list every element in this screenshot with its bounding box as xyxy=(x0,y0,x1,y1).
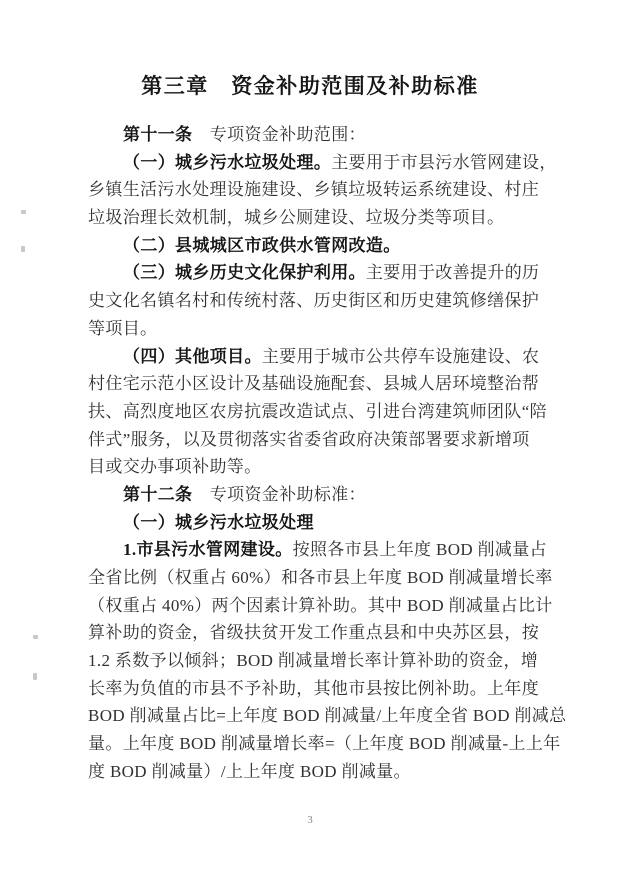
scan-speck xyxy=(33,635,38,639)
text-line xyxy=(88,232,558,260)
text-line xyxy=(88,121,558,149)
body-text: 度 BOD 削减量）/上上年度 BOD 削减量。 xyxy=(88,761,411,781)
text-line xyxy=(88,315,558,343)
emphasis-text: （三）城乡历史文化保护利用。 xyxy=(123,263,366,283)
text-line xyxy=(88,481,558,509)
emphasis-text: （二）县城城区市政供水管网改造。 xyxy=(123,235,401,255)
scan-speck xyxy=(21,210,26,214)
text-line xyxy=(88,176,558,204)
body-text: BOD 削减量占比=上年度 BOD 削减量/上年度全省 BOD 削减总 xyxy=(88,706,567,726)
emphasis-text: （四）其他项目。 xyxy=(123,346,262,366)
body-text: 主要用于改善提升的历 xyxy=(365,263,540,283)
body-text: 专项资金补助标准： xyxy=(192,484,366,504)
document-body xyxy=(88,121,567,786)
text-line xyxy=(88,536,558,564)
body-text: 量。上年度 BOD 削减量增长率=（上年度 BOD 削减量-上上年 xyxy=(88,734,561,754)
text-line xyxy=(88,398,558,426)
text-line xyxy=(88,564,558,592)
body-text: 扶、高烈度地区农房抗震改造试点、引进台湾建筑师团队“陪 xyxy=(88,401,547,421)
text-line xyxy=(88,259,558,287)
body-text: 垃圾治理长效机制，城乡公厕建设、垃圾分类等项目。 xyxy=(88,208,505,228)
chapter-title: 第三章 资金补助范围及补助标准 xyxy=(141,74,479,98)
body-text: 目或交办事项补助等。 xyxy=(88,457,262,477)
text-line xyxy=(88,204,558,232)
body-text: 专项资金补助范围： xyxy=(192,125,366,144)
body-text: 主要用于市县污水管网建设， xyxy=(331,152,557,172)
scan-speck xyxy=(21,246,25,252)
emphasis-text: 第十一条 xyxy=(123,125,193,144)
body-text: 1.2 系数予以倾斜；BOD 削减量增长率计算补助的资金，增 xyxy=(88,651,539,671)
emphasis-text: （一）城乡污水垃圾处理。 xyxy=(123,152,332,172)
page-number: 3 xyxy=(307,814,313,826)
text-line xyxy=(88,287,558,315)
emphasis-text: （一）城乡污水垃圾处理 xyxy=(123,512,314,532)
text-line xyxy=(88,675,558,703)
scan-speck xyxy=(33,673,37,680)
text-line xyxy=(88,702,567,730)
body-text: 乡镇生活污水处理设施建设、乡镇垃圾转运系统建设、村庄 xyxy=(88,180,540,200)
text-line xyxy=(88,647,558,675)
body-text: 伴式”服务，以及贯彻落实省委省政府决策部署要求新增项 xyxy=(88,429,530,449)
text-line xyxy=(88,592,558,620)
text-line xyxy=(88,758,558,786)
text-line xyxy=(88,453,558,481)
text-line xyxy=(88,426,558,454)
text-line xyxy=(88,730,561,758)
body-text: 史文化名镇名村和传统村落、历史街区和历史建筑修缮保护 xyxy=(88,291,540,311)
text-line xyxy=(88,149,558,177)
emphasis-text: 第十二条 xyxy=(123,484,193,504)
text-line xyxy=(88,509,558,537)
body-text: （权重占 40%）两个因素计算补助。其中 BOD 削减量占比计 xyxy=(88,595,553,615)
text-line xyxy=(88,619,558,647)
body-text: 长率为负值的市县不予补助，其他市县按比例补助。上年度 xyxy=(88,678,540,698)
body-text: 全省比例（权重占 60%）和各市县上年度 BOD 削减量增长率 xyxy=(88,568,553,587)
body-text: 等项目。 xyxy=(88,318,158,338)
body-text: 村住宅示范小区设计及基础设施配套、县城人居环境整治帮 xyxy=(88,374,540,394)
text-line xyxy=(88,343,558,371)
body-text: 按照各市县上年度 BOD 削减量占 xyxy=(292,540,547,560)
emphasis-text: 1.市县污水管网建设。 xyxy=(123,540,293,560)
body-text: 主要用于城市公共停车设施建设、农 xyxy=(261,346,540,366)
text-line xyxy=(88,370,558,398)
body-text: 算补助的资金，省级扶贫开发工作重点县和中央苏区县，按 xyxy=(88,623,540,643)
